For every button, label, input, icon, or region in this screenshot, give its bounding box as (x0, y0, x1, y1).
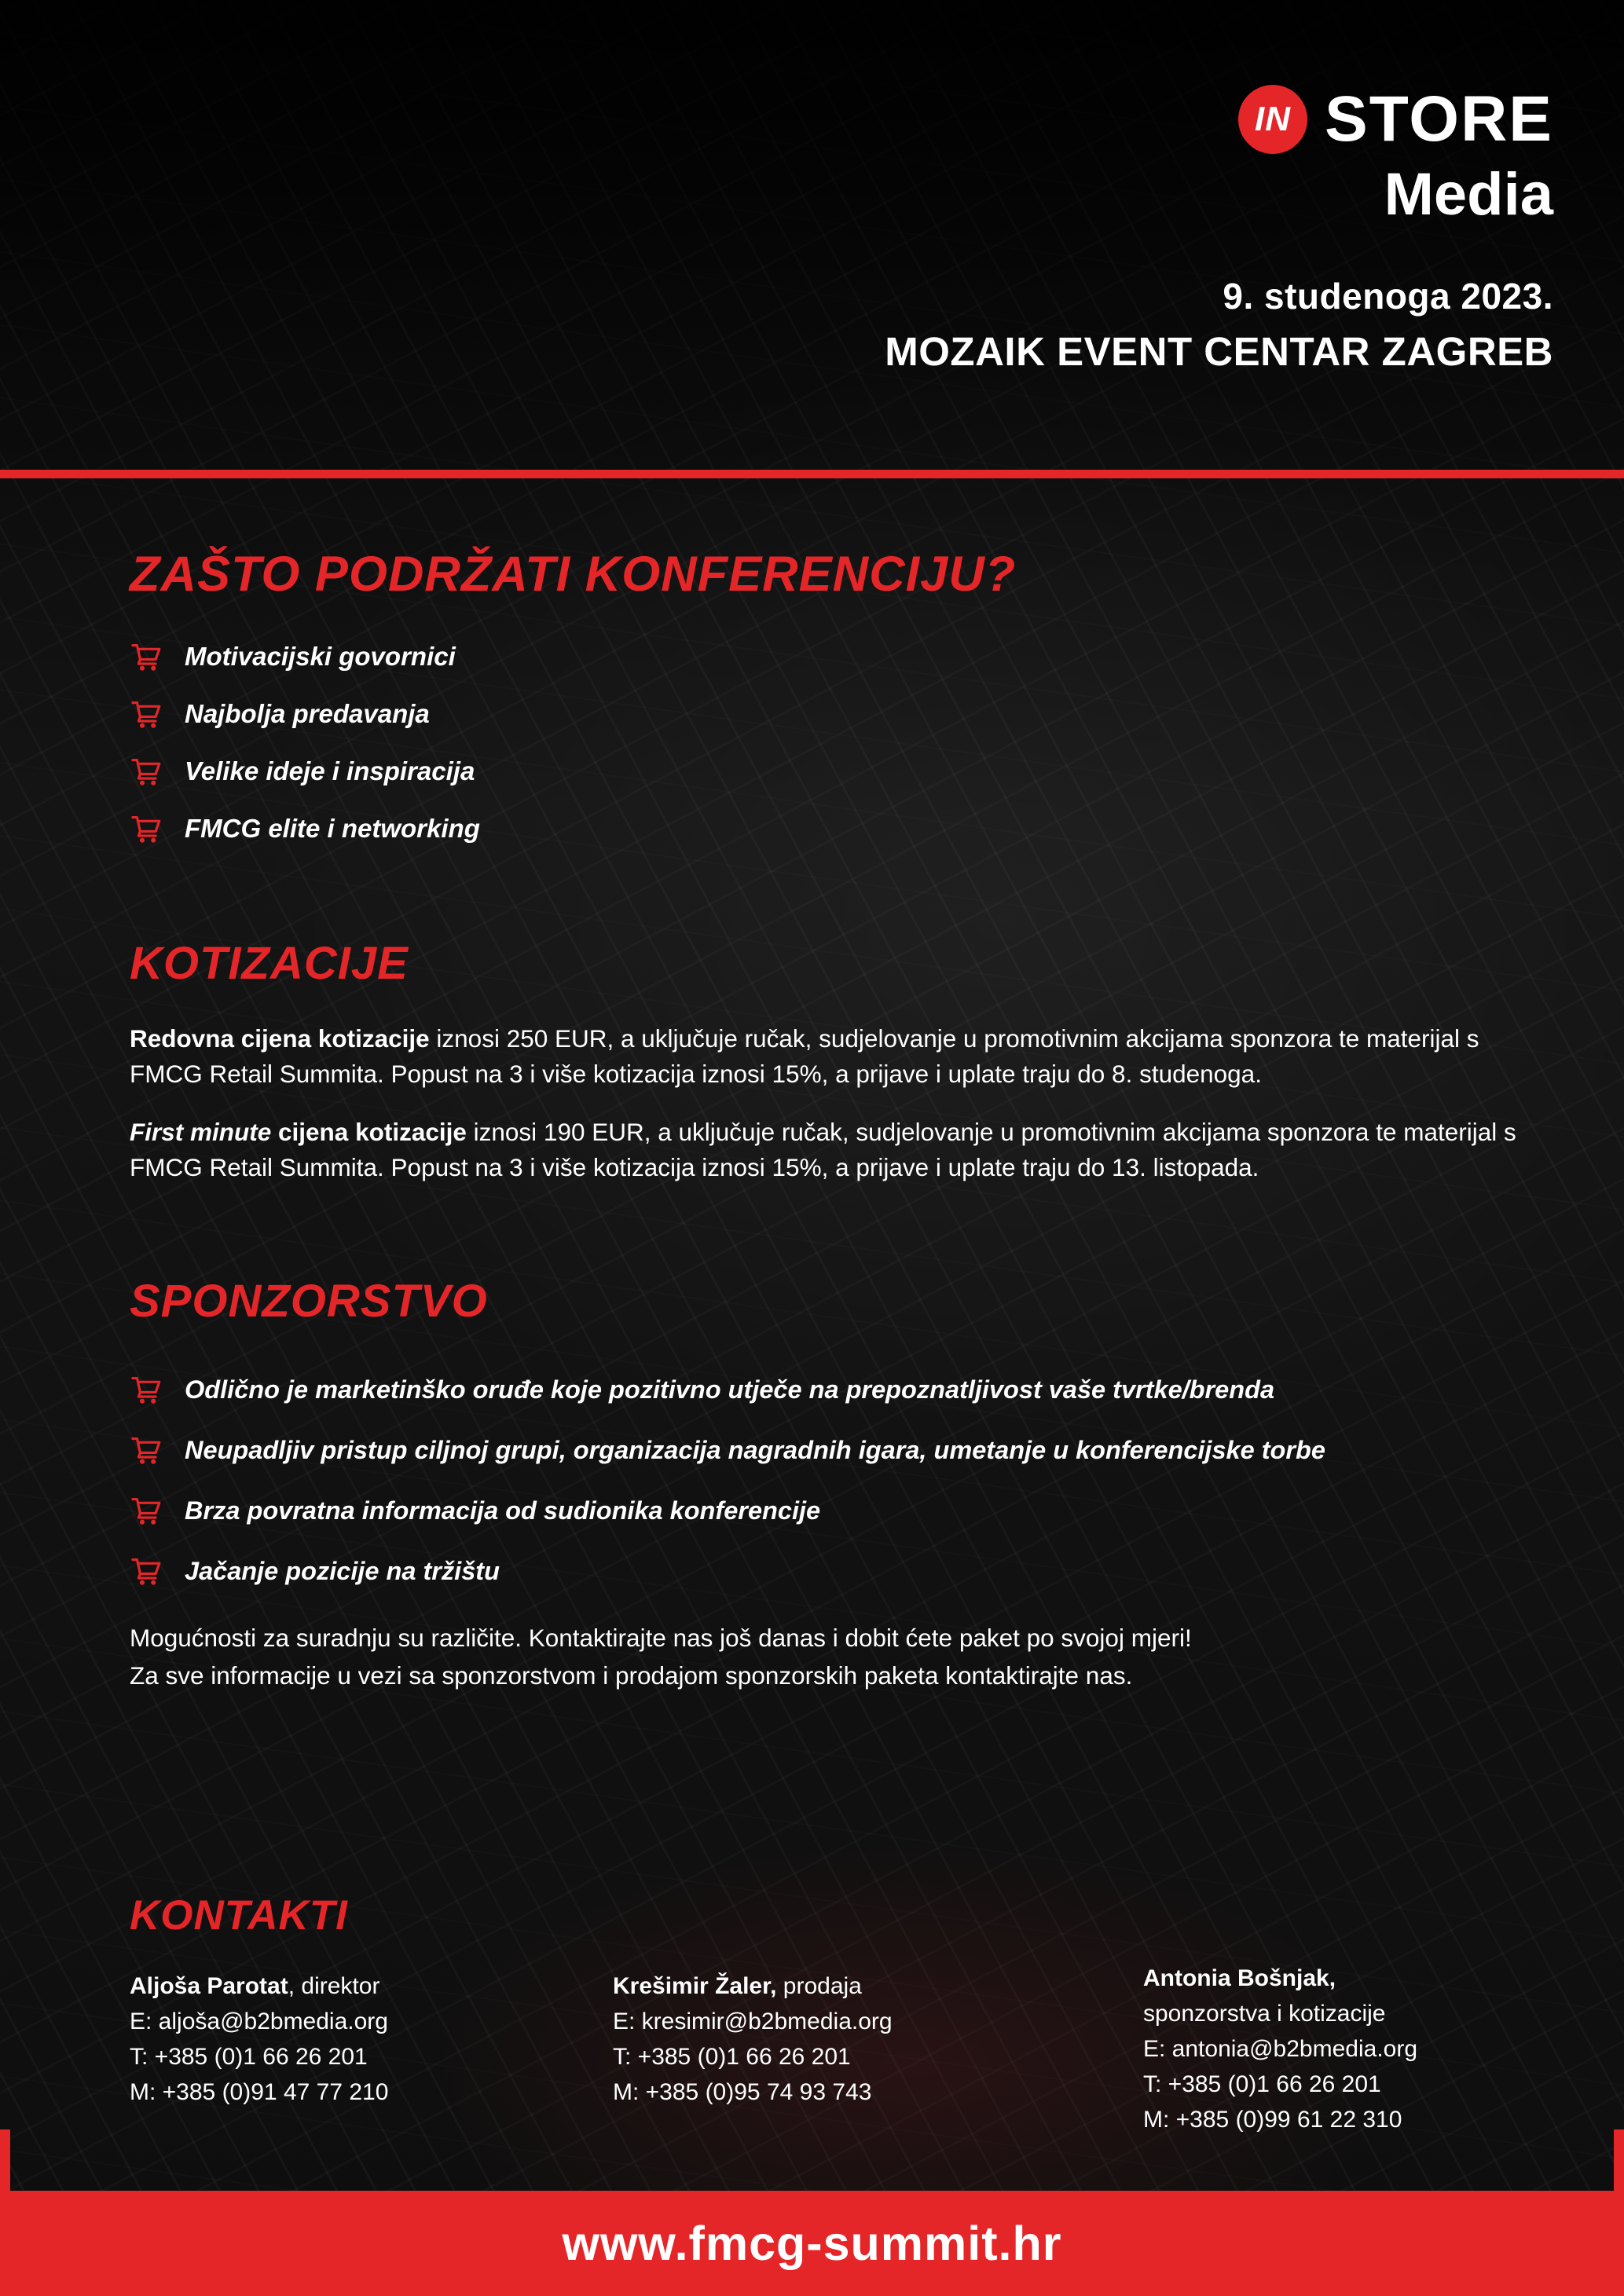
sponsorship-note (130, 1620, 1530, 1695)
cart-icon (130, 1554, 163, 1587)
list-item (130, 640, 1530, 673)
cart-icon (130, 1434, 163, 1467)
logo-media-text: Media (1384, 161, 1553, 228)
red-edge-strip-right (1614, 2129, 1624, 2191)
list-item (130, 1434, 1553, 1467)
contact-phone: T: +385 (0)1 66 26 201 (613, 2044, 851, 2070)
contact-role: , direktor (288, 1973, 380, 1999)
fees-regular-text: iznosi 250 EUR, a uključuje ručak, sudjelovanje u promotivnim akcijama sponzora te materijal s FMCG Retail Summita. Popust na 3 i više kotizacija iznosi 15%, a prijave i uplate traju do 8. studenoga. (130, 1024, 1479, 1089)
contact-card (613, 1968, 1084, 2110)
why-title: ZAŠTO PODRŽATI KONFERENCIJU? (130, 547, 1017, 602)
red-edge-strip-left (0, 2129, 10, 2191)
contact-phone: T: +385 (0)1 66 26 201 (1143, 2071, 1381, 2097)
contacts-title: KONTAKTI (130, 1892, 348, 1939)
fees-firstminute-lead: First minute (130, 1117, 272, 1146)
cart-icon (130, 812, 163, 845)
list-item-label: FMCG elite i networking (185, 814, 480, 843)
contact-name: Krešimir Žaler, (613, 1973, 777, 1999)
list-item-label: Odlično je marketinško oruđe koje pozitivno utječe na prepoznatljivost vaše tvrtke/brenda (185, 1375, 1275, 1404)
fees-title: KOTIZACIJE (130, 938, 409, 989)
section-fees (130, 938, 1553, 1185)
in-logo-badge: IN (1238, 85, 1307, 154)
cart-icon (130, 698, 163, 731)
list-item (130, 812, 1530, 845)
contact-name: Antonia Bošnjak, (1143, 1965, 1336, 1991)
contact-name: Aljoša Parotat (130, 1973, 288, 1999)
contact-email: E: antonia@b2bmedia.org (1143, 2036, 1418, 2062)
instore-media-logo (885, 85, 1553, 154)
contact-name-line (130, 1968, 601, 2004)
list-item (130, 1373, 1553, 1406)
contact-mobile: M: +385 (0)91 47 77 210 (130, 2079, 389, 2105)
contact-role: prodaja (776, 1973, 862, 1999)
note-line-1: Mogućnosti za suradnju su različite. Kontaktirajte nas još danas i dobit ćete paket po svojoj mjeri! (130, 1624, 1192, 1652)
event-venue: MOZAIK EVENT CENTAR ZAGREB (885, 329, 1553, 374)
contact-email: E: kresimir@b2bmedia.org (613, 2009, 893, 2034)
fees-paragraph-regular (130, 1021, 1553, 1093)
list-item-label: Velike ideje i inspiracija (185, 756, 475, 785)
fees-firstminute-text: iznosi 190 EUR, a uključuje ručak, sudjelovanje u promotivnim akcijama sponzora te materijal s FMCG Retail Summita. Popust na 3 i više kotizacija iznosi 15%, a prijave i uplate traju do 13. listopada. (130, 1117, 1516, 1182)
logo-store-text: STORE (1325, 83, 1553, 155)
contact-mobile: M: +385 (0)99 61 22 310 (1143, 2107, 1402, 2133)
list-item-label: Najbolja predavanja (185, 699, 430, 728)
list-item-label: Jačanje pozicije na tržištu (185, 1556, 500, 1585)
footer-bar (0, 2191, 1624, 2296)
contact-name-line (613, 1968, 1084, 2004)
list-item-label: Motivacijski govornici (185, 642, 456, 671)
cart-icon (130, 1373, 163, 1406)
cart-icon (130, 640, 163, 673)
contact-role: sponzorstva i kotizacije (1143, 2001, 1386, 2027)
event-date: 9. studenoga 2023. (1223, 276, 1553, 317)
list-item (130, 755, 1530, 788)
sponsorship-title: SPONZORSTVO (130, 1276, 488, 1327)
why-list (130, 640, 1530, 845)
fees-regular-lead: Redovna cijena kotizacije (130, 1024, 430, 1053)
list-item (130, 1494, 1553, 1527)
section-why-support (130, 547, 1530, 870)
list-item-label: Brza povratna informacija od sudionika konferencije (185, 1496, 821, 1525)
section-sponsorship (130, 1276, 1553, 1615)
red-divider (0, 470, 1624, 478)
contact-card (1143, 1961, 1615, 2137)
fees-firstminute-lead2: cijena kotizacije (271, 1117, 467, 1146)
cart-icon (130, 755, 163, 788)
sponsorship-list (130, 1373, 1553, 1587)
contact-card (130, 1968, 601, 2110)
list-item (130, 1554, 1553, 1587)
list-item-label: Neupadljiv pristup ciljnoj grupi, organizacija nagradnih igara, umetanje u konferencijske torbe (185, 1435, 1325, 1464)
website-url: www.fmcg-summit.hr (562, 2217, 1062, 2270)
contact-mobile: M: +385 (0)95 74 93 743 (613, 2079, 872, 2105)
note-line-2: Za sve informacije u vezi sa sponzorstvom i prodajom sponzorskih paketa kontaktirajte nas. (130, 1661, 1133, 1690)
fees-paragraph-firstminute (130, 1115, 1553, 1186)
contact-email: E: aljoša@b2bmedia.org (130, 2009, 388, 2034)
header (885, 85, 1553, 375)
list-item (130, 698, 1530, 731)
cart-icon (130, 1494, 163, 1527)
contact-phone: T: +385 (0)1 66 26 201 (130, 2044, 368, 2070)
